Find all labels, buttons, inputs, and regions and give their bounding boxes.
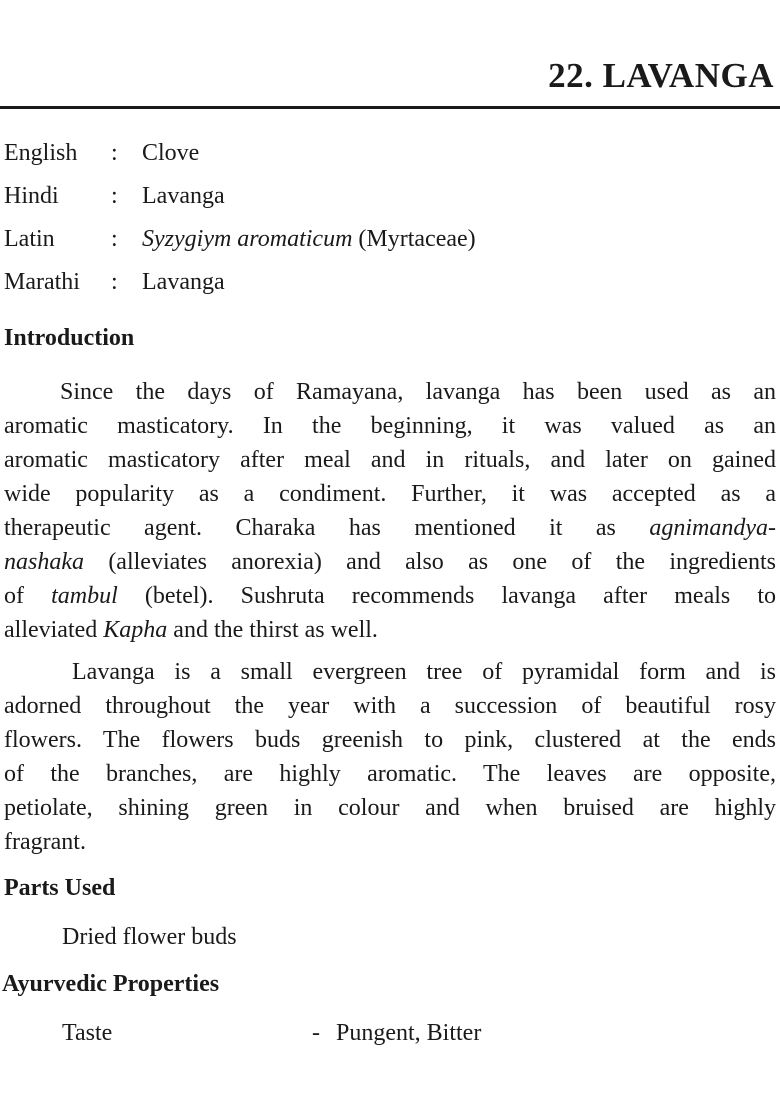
name-language: English	[4, 140, 78, 166]
text-line	[4, 511, 776, 545]
text-run: and the thirst as well.	[167, 617, 378, 643]
text-run: therapeutic agent. Charaka has mentioned it as	[4, 515, 650, 541]
ayurvedic-properties-heading: Ayurvedic Properties	[2, 971, 220, 997]
text-line: petiolate, shining green in colour and when bruised are highly	[4, 795, 776, 821]
title-rule	[0, 106, 780, 109]
text-run: of	[4, 583, 52, 609]
name-value: Clove	[142, 140, 200, 166]
name-separator: :	[111, 140, 118, 166]
text-line: of the branches, are highly aromatic. The leaves are opposite,	[4, 761, 776, 787]
text-line: fragrant.	[4, 829, 86, 855]
text-line: aromatic masticatory after meal and in rituals, and later on gained	[4, 447, 776, 473]
text-line	[4, 613, 776, 647]
text-line: wide popularity as a condiment. Further, it was accepted as a	[4, 481, 776, 507]
text-line: aromatic masticatory. In the beginning, it was valued as an	[4, 413, 776, 439]
introduction-paragraph-2	[4, 655, 776, 859]
name-language: Hindi	[4, 183, 59, 209]
text-run: alleviated	[4, 617, 104, 643]
italic-term: tambul	[51, 583, 118, 609]
chapter-title: 22. LAVANGA	[548, 56, 774, 95]
italic-term: agnimandya-	[649, 515, 776, 541]
name-separator: :	[111, 269, 118, 295]
property-label: Taste	[62, 1020, 113, 1046]
name-separator: :	[111, 183, 118, 209]
name-value: Lavanga	[142, 269, 225, 295]
text-line	[4, 545, 776, 579]
text-line: Lavanga is a small evergreen tree of pyramidal form and is	[72, 659, 776, 685]
parts-used-heading: Parts Used	[4, 875, 116, 901]
text-run: (alleviates anorexia) and also as one of the ingredients	[84, 549, 776, 575]
italic-term: Kapha	[103, 617, 168, 643]
text-line	[4, 579, 776, 613]
text-run: (betel). Sushruta recommends lavanga after meals to	[117, 583, 776, 609]
introduction-paragraph-1	[4, 375, 776, 647]
property-value: Pungent, Bitter	[336, 1020, 482, 1046]
text-line: adorned throughout the year with a succession of beautiful rosy	[4, 693, 776, 719]
text-line: Since the days of Ramayana, lavanga has been used as an	[60, 379, 776, 405]
latin-binomial: Syzygiym aromaticum	[142, 226, 353, 252]
introduction-heading: Introduction	[4, 325, 135, 351]
italic-term: nashaka	[4, 549, 84, 575]
name-separator: :	[111, 226, 118, 252]
text-line: flowers. The flowers buds greenish to pink, clustered at the ends	[4, 727, 776, 753]
name-language: Latin	[4, 226, 55, 252]
name-language: Marathi	[4, 269, 80, 295]
property-separator: -	[312, 1020, 320, 1046]
latin-family: (Myrtaceae)	[352, 226, 476, 252]
name-value	[142, 222, 476, 256]
name-value: Lavanga	[142, 183, 225, 209]
parts-used-item: Dried flower buds	[62, 924, 237, 950]
